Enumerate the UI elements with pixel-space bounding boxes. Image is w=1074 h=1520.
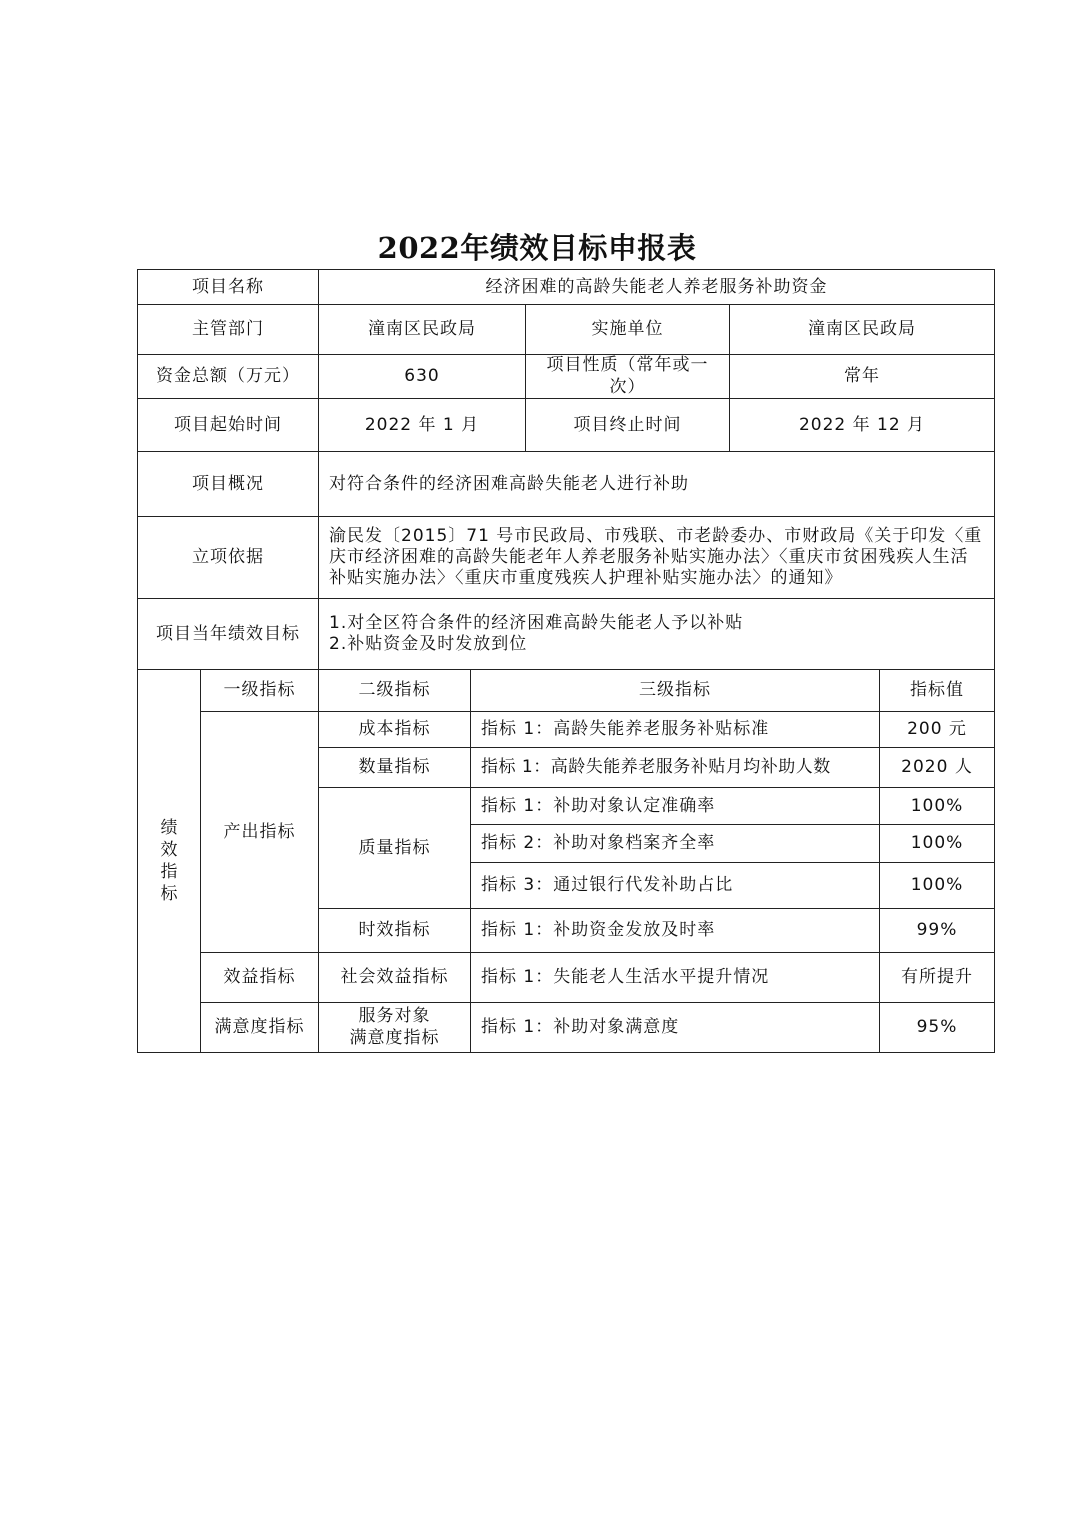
quality-indicator-3-value: 100% <box>880 863 995 909</box>
start-value: 2022 年 1 月 <box>319 399 526 452</box>
dept-value: 潼南区民政局 <box>319 305 526 355</box>
impl-label: 实施单位 <box>526 305 730 355</box>
social-indicator-1-value: 有所提升 <box>880 953 995 1003</box>
header-level1: 一级指标 <box>201 670 319 712</box>
nature-label: 项目性质（常年或一次） <box>526 355 730 399</box>
goal-line-2: 2.补贴资金及时发放到位 <box>329 634 528 654</box>
page-title: 2022年绩效目标申报表 <box>377 231 697 265</box>
header-level3: 三级指标 <box>471 670 880 712</box>
cost-indicator-1: 指标 1：高龄失能养老服务补贴标准 <box>471 712 880 748</box>
project-info-table <box>137 269 995 670</box>
quality-label: 质量指标 <box>319 788 471 909</box>
output-label: 产出指标 <box>201 712 319 953</box>
quality-indicator-1: 指标 1：补助对象认定准确率 <box>471 788 880 825</box>
impl-value: 潼南区民政局 <box>730 305 995 355</box>
overview-label: 项目概况 <box>138 452 319 517</box>
satisfaction-label: 满意度指标 <box>201 1003 319 1053</box>
end-value: 2022 年 12 月 <box>730 399 995 452</box>
fund-label: 资金总额（万元） <box>138 355 319 399</box>
overview-value: 对符合条件的经济困难高龄失能老人进行补助 <box>319 452 995 517</box>
project-name-value: 经济困难的高龄失能老人养老服务补助资金 <box>319 270 995 305</box>
quality-indicator-2: 指标 2：补助对象档案齐全率 <box>471 825 880 863</box>
header-level2: 二级指标 <box>319 670 471 712</box>
quality-indicator-2-value: 100% <box>880 825 995 863</box>
satisfaction-indicator-1: 指标 1：补助对象满意度 <box>471 1003 880 1053</box>
basis-value: 渝民发〔2015〕71 号市民政局、市残联、市老龄委办、市财政局《关于印发〈重庆市经济困难的高龄失能老年人养老服务补贴实施办法〉〈重庆市贫困残疾人生活补贴实施办法〉〈重庆市重度残疾人护理补贴实施办法〉的通知》 <box>319 517 995 599</box>
basis-label: 立项依据 <box>138 517 319 599</box>
dept-label: 主管部门 <box>138 305 319 355</box>
quantity-indicator-1: 指标 1：高龄失能养老服务补贴月均补助人数 <box>471 748 880 788</box>
start-label: 项目起始时间 <box>138 399 319 452</box>
benefit-label: 效益指标 <box>201 953 319 1003</box>
quality-indicator-3: 指标 3：通过银行代发补助占比 <box>471 863 880 909</box>
service-satisfaction-label: 服务对象 满意度指标 <box>319 1003 471 1053</box>
cost-indicator-1-value: 200 元 <box>880 712 995 748</box>
project-name-label: 项目名称 <box>138 270 319 305</box>
indicator-table <box>137 669 995 1053</box>
timeliness-indicator-1-value: 99% <box>880 909 995 953</box>
nature-value: 常年 <box>730 355 995 399</box>
quantity-label: 数量指标 <box>319 748 471 788</box>
social-indicator-1: 指标 1：失能老人生活水平提升情况 <box>471 953 880 1003</box>
goal-line-1: 1.对全区符合条件的经济困难高龄失能老人予以补贴 <box>329 612 744 633</box>
goal-label: 项目当年绩效目标 <box>138 599 319 670</box>
goal-value <box>319 599 995 670</box>
header-value: 指标值 <box>880 670 995 712</box>
indicator-group-label: 绩效指标 <box>138 670 201 1053</box>
satisfaction-indicator-1-value: 95% <box>880 1003 995 1053</box>
quantity-indicator-1-value: 2020 人 <box>880 748 995 788</box>
cost-label: 成本指标 <box>319 712 471 748</box>
quality-indicator-1-value: 100% <box>880 788 995 825</box>
timeliness-label: 时效指标 <box>319 909 471 953</box>
end-label: 项目终止时间 <box>526 399 730 452</box>
fund-value: 630 <box>319 355 526 399</box>
timeliness-indicator-1: 指标 1：补助资金发放及时率 <box>471 909 880 953</box>
social-label: 社会效益指标 <box>319 953 471 1003</box>
